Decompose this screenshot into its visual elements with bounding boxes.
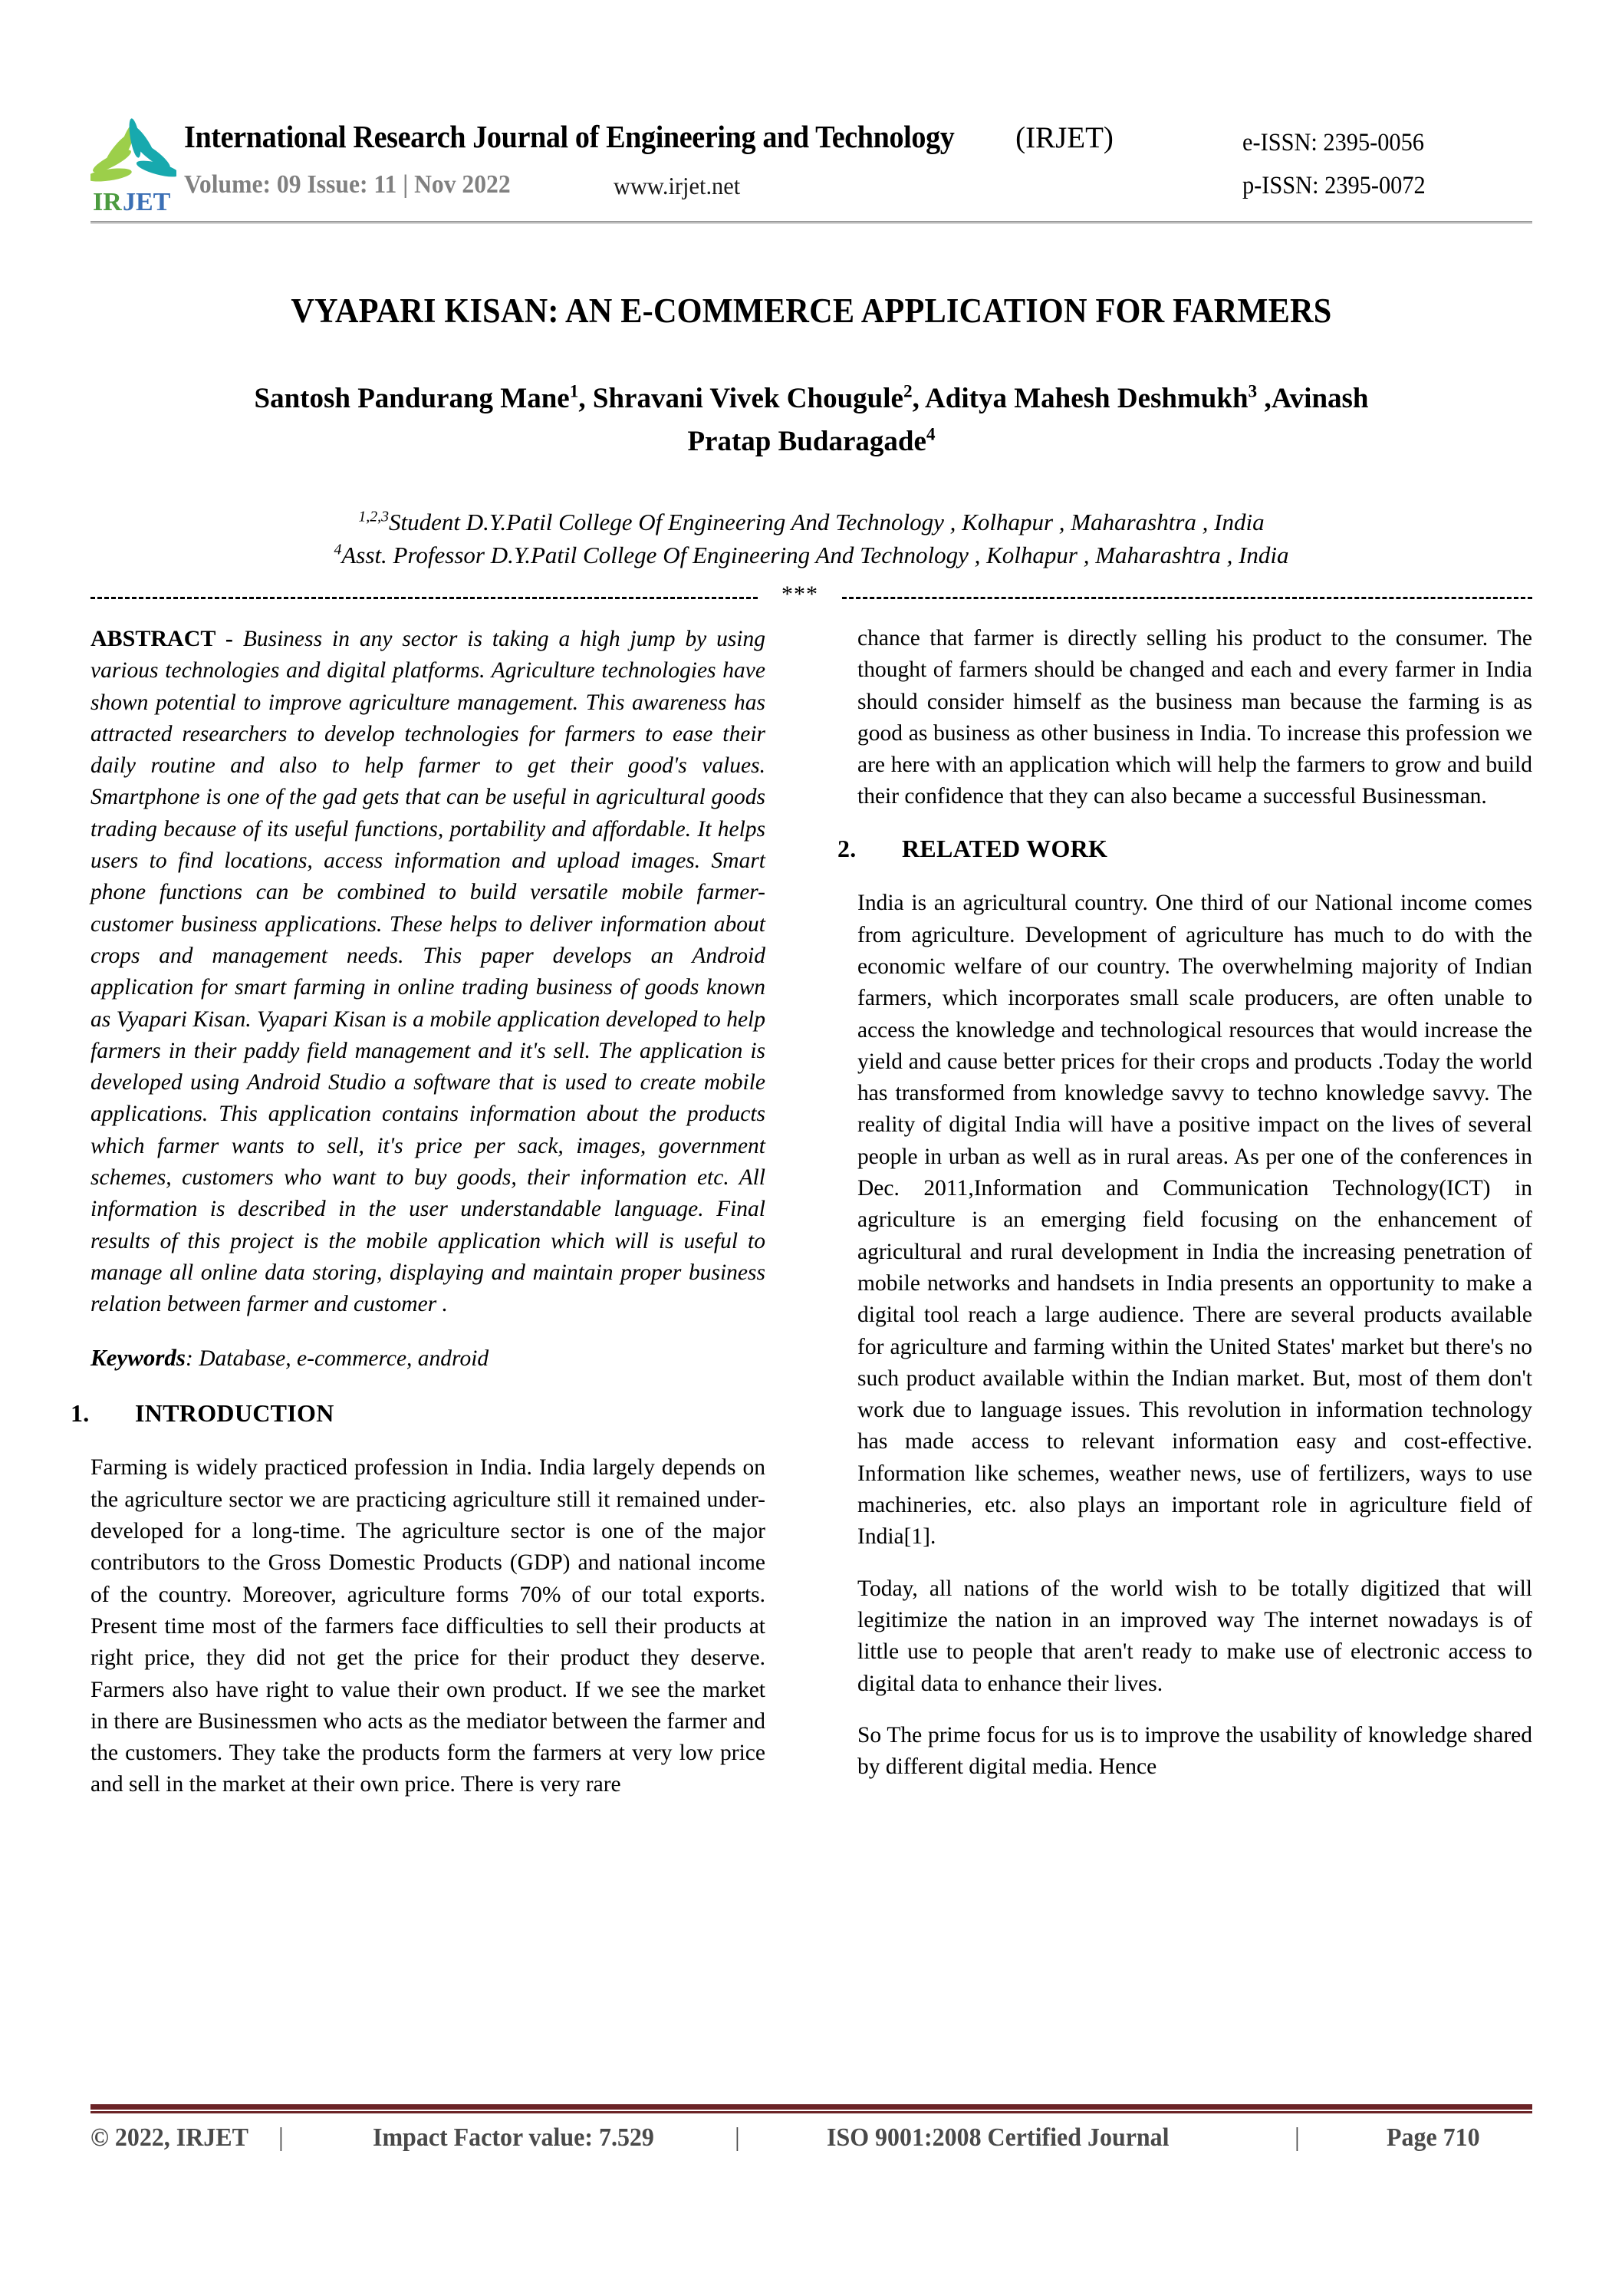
section-heading-introduction	[71, 1398, 765, 1430]
footer-separator-3: |	[1295, 2123, 1300, 2152]
e-issn: e-ISSN: 2395-0056	[1242, 129, 1424, 156]
related-work-paragraph-2: Today, all nations of the world wish to be totally digitized that will legitimize the nation in an improved way The internet nowadays is of little use to people that aren't ready to make use of electronic access to digital data to enhance their lives.	[857, 1576, 1532, 1696]
related-work-paragraph-3: So The prime focus for us is to improve the usability of knowledge shared by different digital media. Hence	[857, 1722, 1532, 1780]
paper-title	[90, 290, 1532, 331]
page-footer	[90, 2123, 1532, 2169]
footer-copyright: © 2022, IRJET	[90, 2123, 248, 2152]
footer-separator-1: |	[278, 2123, 284, 2152]
p-issn: p-ISSN: 2395-0072	[1242, 172, 1426, 199]
keywords-paragraph	[90, 1341, 765, 1375]
journal-abbreviation: (IRJET)	[1015, 121, 1114, 154]
svg-text:JET: JET	[123, 188, 171, 215]
separator-stars: ***	[781, 581, 818, 607]
right-column	[837, 623, 1532, 1803]
footer-impact-factor: Impact Factor value: 7.529	[373, 2123, 654, 2152]
author-3-affil-marker: 3	[1248, 381, 1258, 402]
author-4-name-part2: Pratap Budaragade	[687, 425, 926, 457]
section-2-number: 2.	[837, 834, 857, 862]
affiliation-1-marker: 1,2,3	[358, 508, 390, 525]
journal-masthead	[90, 114, 1532, 229]
keywords-text: : Database, e-commerce, android	[186, 1346, 489, 1371]
left-column	[71, 623, 766, 1821]
journal-website-link[interactable]: www.irjet.net	[614, 172, 741, 199]
affiliation-2-marker: 4	[334, 541, 342, 558]
affiliation-1-text: Student D.Y.Patil College Of Engineering And Technology , Kolhapur , Maharashtra , India	[389, 509, 1265, 535]
abstract-text: Business in any sector is taking a high jump by using various technologies and digital platforms. Agriculture technologies have shown potential to improve agriculture management. This awareness has attracted researchers to develop technologies for farmers to ease their daily routine and also to help farmer to get their good's values. Smartphone is one of the gad gets that can be useful in agricultural goods trading because of its useful functions, portability and affordable. It helps users to find locations, access information and upload images. Smart phone functions can be combined to build versatile mobile farmer-customer business applications. These helps to deliver information about crops and management needs. This paper develops an Android application for smart farming in online trading business of goods known as Vyapari Kisan. Vyapari Kisan is a mobile application developed to help farmers in their paddy field management and it's sell. The application is developed using Android Studio a software that is used to create mobile applications. This application contains information about the products which farmer wants to sell, it's price per sack, images, government schemes, customers who want to buy goods, their information etc. All information is described in the user understandable language. Final results of this project is the mobile application which will is useful to manage all online data storing, displaying and maintain proper business relation between farmer and customer .	[90, 627, 766, 1317]
masthead-divider	[90, 221, 1532, 224]
footer-page-number: Page 710	[1387, 2123, 1480, 2152]
abstract-paragraph	[90, 623, 765, 1321]
author-1-name: Santosh Pandurang Mane	[254, 383, 570, 414]
abstract-label: ABSTRACT -	[90, 626, 243, 651]
author-4-affil-marker: 4	[926, 424, 936, 445]
footer-divider	[90, 2104, 1532, 2113]
paper-title-text: VYAPARI KISAN: AN E-COMMERCE APPLICATION FOR FARMERS	[291, 292, 1332, 330]
footer-rule-thin	[90, 2111, 1532, 2113]
page-content-area	[71, 0, 1532, 2296]
affiliation-students	[137, 506, 1486, 539]
section-heading-related-work	[837, 833, 1532, 865]
irjet-logo-icon	[90, 118, 176, 215]
affiliations	[137, 506, 1486, 572]
journal-title: International Research Journal of Engineering and Technology	[184, 119, 955, 154]
author-4-name-part1: ,Avinash	[1257, 383, 1369, 414]
separator-dash-right	[842, 597, 1532, 599]
volume-issue-date: Volume: 09 Issue: 11 | Nov 2022	[184, 170, 511, 199]
two-column-body	[71, 623, 1532, 2065]
author-2-affil-marker: 2	[903, 381, 913, 402]
masthead-row-volume	[184, 169, 1532, 213]
introduction-continued-paragraph: chance that farmer is directly selling his product to the consumer. The thought of farmers should be changed and each and every farmer in India should consider himself as the business man because the farming is as good as business as other business in India. To increase this profession we are here with an application which will help the farmers to grow and build their confidence that they can also became a successful Businessman.	[857, 626, 1532, 809]
footer-iso-certification: ISO 9001:2008 Certified Journal	[827, 2123, 1170, 2152]
affiliation-professor	[137, 539, 1486, 572]
author-1-affil-marker: 1	[569, 381, 579, 402]
author-3-name: , Aditya Mahesh Deshmukh	[912, 383, 1249, 414]
keywords-label: Keywords	[90, 1343, 186, 1371]
footer-rule-thick	[90, 2104, 1532, 2110]
affiliation-2-text: Asst. Professor D.Y.Patil College Of Engineering And Technology , Kolhapur , Maharashtra , India	[341, 541, 1289, 568]
footer-separator-2: |	[735, 2123, 740, 2152]
separator-dash-left	[90, 597, 758, 599]
section-2-title: RELATED WORK	[902, 834, 1108, 862]
introduction-paragraph: Farming is widely practiced profession in India. India largely depends on the agriculture sector we are practicing agriculture still it remained under-developed for a long-time. The agriculture sector is one of the major contributors to the Gross Domestic Products (GDP) and national income of the country. Moreover, agriculture forms 70% of our total exports. Present time most of the farmers face difficulties to sell their products at right price, they did not get the price for their product they deserve. Farmers also have right to value their own product. If we see the market in there are Businessmen who acts as the mediator between the farmer and the customers. They take the products form the farmers at very low price and sell in the market at their own price. There is very rare	[90, 1455, 765, 1797]
section-1-number: 1.	[71, 1398, 90, 1427]
related-work-paragraph-1: India is an agricultural country. One third of our National income comes from agriculture. Development of agriculture has much to do with the economic welfare of our country. The overwhelming majority of Indian farmers, which incorporates small scale producers, are often unable to access the knowledge and technological resources that would increase the yield and cause better prices for their crops and products .Today the world has transformed from knowledge savvy to techno knowledge savvy. The reality of digital India will have a positive impact on the lives of several people in urban as well as in rural areas. As per one of the conferences in Dec. 2011,Information and Communication Technology(ICT) in agriculture is an emerging field focusing on the enhancement of agricultural and rural development in India the increasing penetration of mobile networks and handsets in India presents an opportunity to make a digital tool reach a large audience. There are several products available for agriculture and farming within the United States' market but there's no such product available within the Indian market. But, most of them don't work due to language issues. This revolution in information technology has made access to relevant information easy and cost-effective. Information like schemes, weather news, use of fertilizers, ways to use machineries, etc. also plays an important role in agriculture field of India[1].	[857, 891, 1532, 1550]
masthead-row-title	[184, 118, 1532, 166]
author-2-name: , Shravani Vivek Chougule	[578, 383, 903, 414]
section-separator	[90, 581, 1532, 609]
masthead-text-block	[184, 114, 1532, 222]
author-list	[137, 377, 1486, 463]
section-1-title: INTRODUCTION	[135, 1398, 334, 1427]
svg-text:IR: IR	[93, 188, 122, 215]
